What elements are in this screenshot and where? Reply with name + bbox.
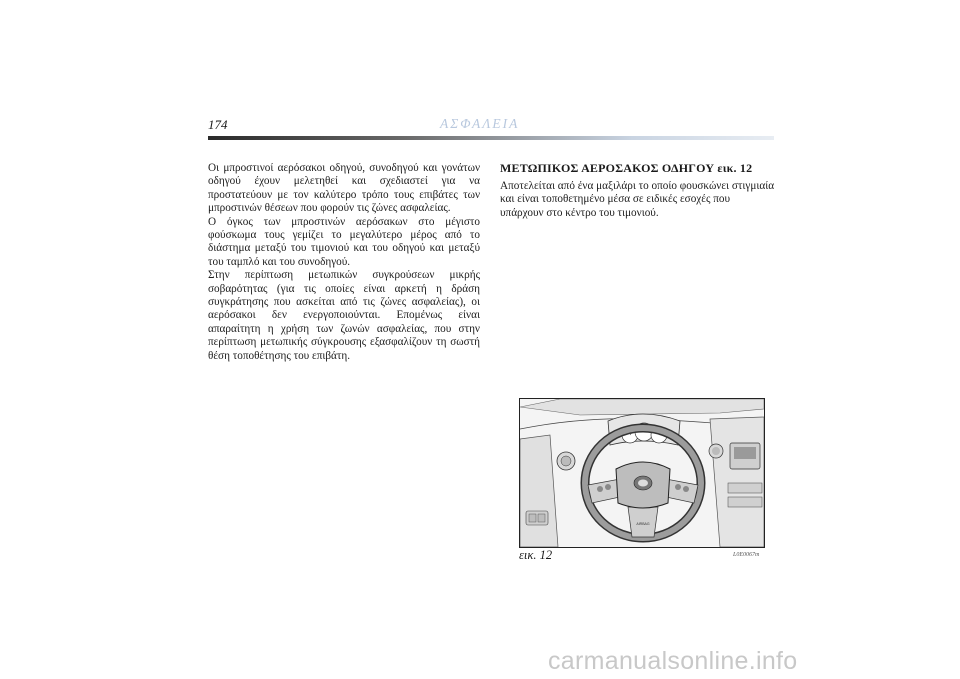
steering-wheel-illustration bbox=[519, 398, 765, 548]
watermark: carmanualsonline.info bbox=[548, 647, 798, 675]
paragraph-3: Στην περίπτωση μετωπικών συγκρούσεων μικρής σοβαρότητας (για τις οποίες είναι αρκετή η δράση συγκράτησης που ασκείται από τις ζώνες ασφαλείας), οι αερόσακοι δεν ενεργοποιούνται. Επομένως είναι απαραίτητη η χρήση των ζωνών ασφαλείας, που στην περίπτωση μετωπικής σύγκρουσης εξασφαλίζουν τη σωστή θέση τοποθέτησης του επιβάτη. bbox=[208, 269, 480, 362]
section-title: ΑΣΦΑΛΕΙΑ bbox=[440, 116, 520, 131]
figure-caption: εικ. 12 bbox=[519, 548, 553, 562]
airbag-heading: ΜΕΤΩΠΙΚΟΣ ΑΕΡΟΣΑΚΟΣ ΟΔΗΓΟΥ εικ. 12 bbox=[500, 161, 753, 175]
figure-code: L0E0067m bbox=[733, 552, 760, 558]
page-number: 174 bbox=[208, 117, 228, 132]
paragraph-2: Ο όγκος των μπροστινών αερόσακων στο μέγιστο φούσκωμα τους γεμίζει το μεγαλύτερο μέρος από το διάστημα μεταξύ του τιμονιού και του οδηγού και μεταξύ του ταμπλό και του συνοδηγού. bbox=[208, 215, 480, 268]
header-rule bbox=[208, 136, 774, 140]
airbag-hub-label: AIRBAG bbox=[636, 522, 650, 526]
steering-wheel-drawing bbox=[520, 399, 764, 547]
airbag-description: Αποτελείται από ένα μαξιλάρι το οποίο φουσκώνει στιγμιαία και είναι τοποθετημένο μέσα σε ειδικές εσοχές που υπάρχουν στο κέντρο του τιμονιού. bbox=[500, 180, 775, 219]
paragraph-1: Οι μπροστινοί αερόσακοι οδηγού, συνοδηγού και γονάτων οδηγού έχουν μελετηθεί και σχεδιαστεί για να προστατεύουν με τον καλύτερο τρόπο τους επιβάτες των μπροστινών θέσεων που φορούν τις ζώνες ασφαλείας. bbox=[208, 162, 480, 215]
left-column bbox=[208, 162, 480, 363]
